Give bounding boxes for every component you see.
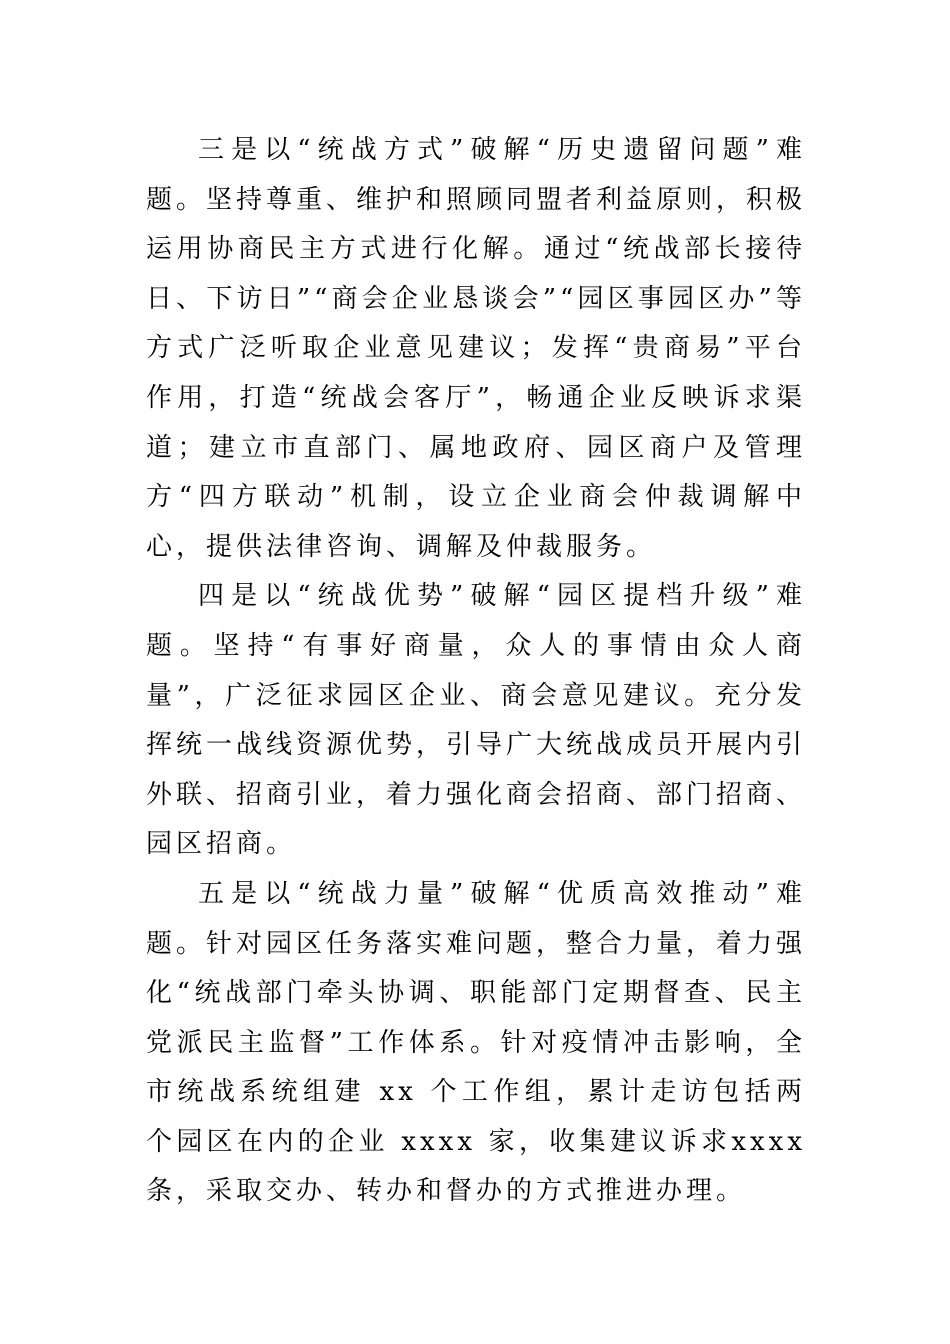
paragraph-united-front-strength: 五是以“统战力量”破解“优质高效推动”难题。针对园区任务落实难问题，整合力量，着力强化“统战部门牵头协调、职能部门定期督查、民主党派民主监督”工作体系。针对疫情冲击影响，全市统战系统组建 xx 个工作组，累计走访包括两个园区在内的企业 xxxx 家，收集建议诉求xxxx 条，采取交办、转办和督办的方式推进办理。 [146, 878, 807, 1207]
document-body [146, 126, 806, 1217]
paragraph-united-front-methods: 三是以“统战方式”破解“历史遗留问题”难题。坚持尊重、维护和照顾同盟者利益原则，积极运用协商民主方式进行化解。通过“统战部长接待日、下访日”“商会企业恳谈会”“园区事园区办”等方式广泛听取企业意见建议；发挥“贵商易”平台作用，打造“统战会客厅”，畅通企业反映诉求渠道；建立市直部门、属地政府、园区商户及管理方“四方联动”机制，设立企业商会仲裁调解中心，提供法律咨询、调解及仲裁服务。 [146, 135, 807, 562]
paragraph-united-front-advantages: 四是以“统战优势”破解“园区提档升级”难题。坚持“有事好商量，众人的事情由众人商量”，广泛征求园区企业、商会意见建议。充分发挥统一战线资源优势，引导广大统战成员开展内引外联、招商引业，着力强化商会招商、部门招商、园区招商。 [146, 581, 807, 860]
